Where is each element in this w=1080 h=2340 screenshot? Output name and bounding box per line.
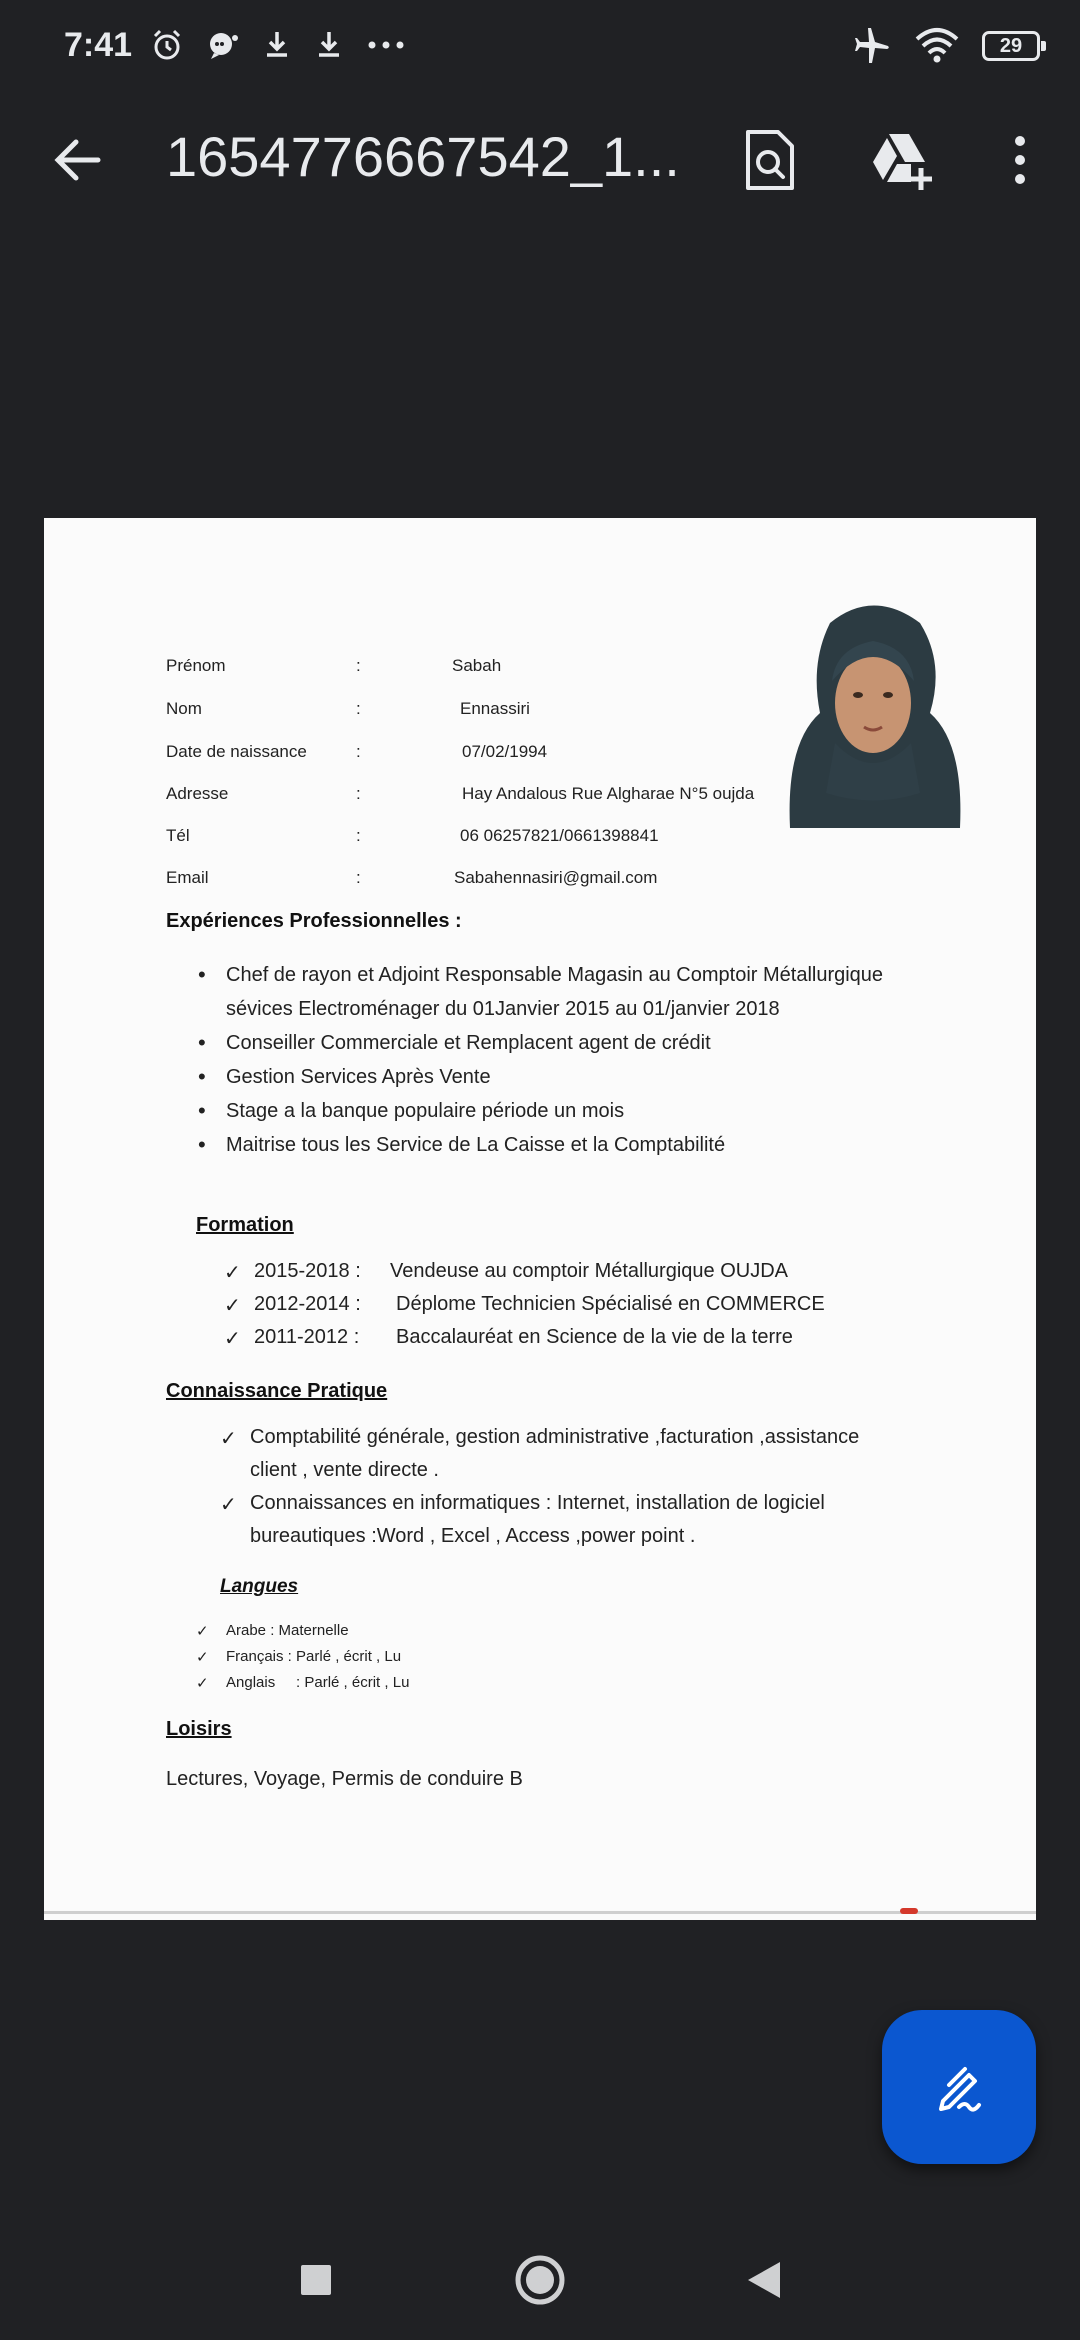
check-icon: ✓ (220, 1428, 237, 1450)
airplane-icon (852, 26, 892, 66)
document-page[interactable] (44, 518, 1036, 1920)
check-icon: ✓ (224, 1262, 241, 1284)
status-bar (0, 0, 1080, 100)
connaissance-text: Comptabilité générale, gestion administrative ,facturation ,assistance (250, 1426, 860, 1448)
chat-icon (206, 28, 240, 62)
list-item: • Maitrise tous les Service de La Caisse et la Comptabilité (226, 1128, 946, 1162)
check-icon: ✓ (224, 1328, 241, 1350)
list-item: • Gestion Services Après Vente (226, 1060, 946, 1094)
more-dots-icon (366, 28, 406, 62)
add-to-drive-button[interactable] (866, 124, 938, 196)
info-colon: : (356, 656, 361, 675)
page-divider (44, 1911, 1036, 1914)
check-icon: ✓ (196, 1623, 209, 1640)
info-colon: : (356, 868, 361, 887)
list-item: • Stage a la banque populaire période un mois (226, 1094, 946, 1128)
scan-mark (900, 1908, 918, 1914)
formation-period: 2012-2014 : (254, 1293, 361, 1315)
info-label: Date de naissance (166, 742, 307, 761)
formation-title: Formation (196, 1214, 294, 1236)
more-options-button[interactable] (984, 124, 1056, 196)
info-value: 06 06257821/0661398841 (460, 826, 659, 845)
connaissance-text: Connaissances en informatiques : Internet, installation de logiciel (250, 1492, 825, 1514)
formation-text: Déplome Technicien Spécialisé en COMMERCE (396, 1293, 825, 1315)
back-triangle-icon (746, 2260, 782, 2300)
info-value: 07/02/1994 (462, 742, 548, 761)
recents-square-icon (299, 2263, 333, 2297)
info-label: Nom (166, 699, 202, 718)
edit-fab-button[interactable] (882, 2010, 1036, 2164)
formation-text: Vendeuse au comptoir Métallurgique OUJDA (390, 1260, 788, 1282)
info-label: Email (166, 868, 209, 887)
search-document-icon (742, 128, 798, 192)
home-button[interactable] (510, 2250, 570, 2310)
document-title: 1654776667542_1... (166, 125, 680, 188)
app-bar (0, 100, 1080, 230)
info-colon: : (356, 826, 361, 845)
check-icon: ✓ (220, 1494, 237, 1516)
system-icons (852, 26, 1040, 66)
info-label: Tél (166, 826, 190, 845)
language-item: Arabe : Maternelle (226, 1622, 349, 1639)
status-time: 7:41 (64, 26, 133, 64)
profile-photo (780, 593, 966, 828)
connaissance-text: client , vente directe . (250, 1459, 439, 1481)
download-icon (314, 28, 344, 62)
info-label: Prénom (166, 656, 226, 675)
edit-pen-icon (929, 2057, 989, 2117)
alarm-icon (150, 28, 184, 62)
info-value: Hay Andalous Rue Algharae N°5 oujda (462, 784, 755, 803)
language-item: Anglais : Parlé , écrit , Lu (226, 1674, 410, 1691)
battery-level: 29 (999, 34, 1023, 57)
home-circle-icon (513, 2253, 567, 2307)
search-document-button[interactable] (734, 124, 806, 196)
formation-period: 2011-2012 : (254, 1326, 360, 1348)
wifi-icon (914, 26, 960, 66)
notification-icons (150, 28, 406, 62)
check-icon: ✓ (196, 1649, 209, 1666)
check-icon: ✓ (224, 1295, 241, 1317)
info-label: Adresse (166, 784, 229, 803)
list-item: • Conseiller Commerciale et Remplacent agent de crédit (226, 1026, 946, 1060)
formation-period: 2015-2018 : (254, 1260, 361, 1282)
info-value: Ennassiri (460, 699, 530, 718)
language-item: Français : Parlé , écrit , Lu (226, 1648, 402, 1665)
drive-add-icon (869, 130, 935, 190)
experience-list (226, 958, 946, 1162)
back-button[interactable] (734, 2250, 794, 2310)
check-icon: ✓ (196, 1675, 209, 1692)
loisirs-title: Loisirs (166, 1718, 232, 1740)
battery-icon (982, 31, 1040, 61)
info-colon: : (356, 742, 361, 761)
info-colon: : (356, 699, 361, 718)
back-arrow-icon[interactable] (46, 128, 110, 192)
experience-title: Expériences Professionnelles : (166, 910, 462, 932)
connaissance-text: bureautiques :Word , Excel , Access ,power point . (250, 1525, 696, 1547)
info-colon: : (356, 784, 361, 803)
info-value: Sabahennasiri@gmail.com (454, 868, 658, 887)
recents-button[interactable] (286, 2250, 346, 2310)
langues-title: Langues (220, 1576, 299, 1597)
info-value: Sabah (452, 656, 502, 675)
navigation-bar (0, 2220, 1080, 2340)
download-icon (262, 28, 292, 62)
connaissance-title: Connaissance Pratique (166, 1380, 388, 1402)
loisirs-text: Lectures, Voyage, Permis de conduire B (166, 1768, 523, 1790)
more-vert-icon (1012, 133, 1028, 187)
list-item: • Chef de rayon et Adjoint Responsable Magasin au Comptoir Métallurgique sévices Electroménager du 01Janvier 2015 au 01/janvier 2018 (226, 958, 946, 1026)
formation-text: Baccalauréat en Science de la vie de la terre (396, 1326, 793, 1348)
